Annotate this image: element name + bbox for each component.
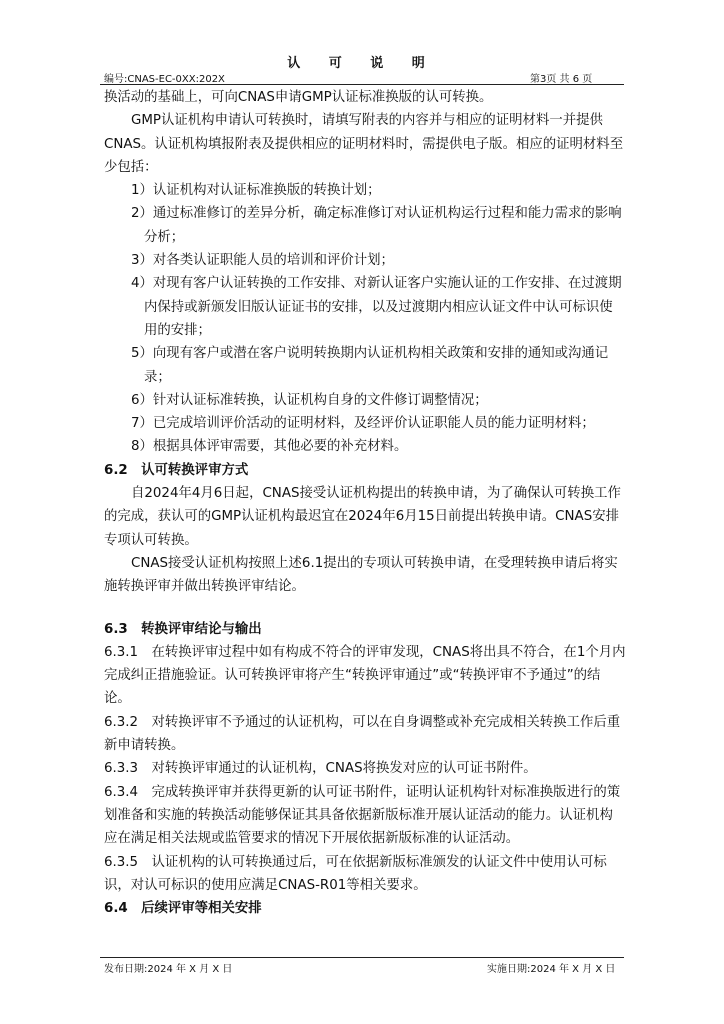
list-item: 3）对各类认证职能人员的培训和评价计划；: [131, 253, 394, 269]
list-item: 2）通过标准修订的差异分析，确定标准修订对认证机构运行过程和能力需求的影响分析；: [131, 206, 622, 245]
page-info: 第3页 共 6 页: [530, 74, 593, 85]
paragraph-6-3-2: 6.3.2 对转换评审不予通过的认证机构，可以在自身调整或补充完成相关转换工作后重新申请转换。: [104, 714, 621, 754]
list-item: 8）根据具体评审需要，其他必要的补充材料。: [131, 439, 408, 455]
publish-date: 发布日期:2024 年 X 月 X 日: [104, 964, 233, 975]
paragraph-6-2-a: 自2024年4月6日起，CNAS接受认证机构提出的转换申请，为了确保认可转换工作的完成，获认可的GMP认证机构最迟宜在2024年6月15日前提出转换申请。CNAS安排专项认可转换。: [104, 486, 621, 548]
paragraph-continuation: 换活动的基础上，可向CNAS申请GMP认证标准换版的认可转换。: [104, 90, 493, 105]
paragraph-6-3-5: 6.3.5 认证机构的认可转换通过后，可在依据新版标准颁发的认证文件中使用认可标识，对认可标识的使用应满足CNAS-R01等相关要求。: [104, 854, 607, 893]
paragraph-6-3-4: 6.3.4 完成转换评审并获得更新的认可证书附件，证明认证机构针对标准换版进行的策划准备和实施的转换活动能够保证其具备依据新版标准开展认证活动的能力。认证机构应在满足相关法规或监管要求的情况下开展依据新版标准的认证活动。: [104, 784, 621, 847]
paragraph-6-2-b: CNAS接受认证机构按照上述6.1提出的专项认可转换申请，在受理转换申请后将实施转换评审并做出转换评审结论。: [104, 555, 618, 595]
paragraph-application-intro: GMP认证机构申请认可转换时，请填写附表的内容并与相应的证明材料一并提供CNAS。认证机构填报附表及提供相应的证明材料时，需提供电子版。相应的证明材料至少包括：: [104, 113, 624, 175]
list-item: 1）认证机构对认证标准换版的转换计划；: [131, 183, 381, 199]
footer-divider: [100, 957, 624, 958]
spacer: [104, 599, 626, 618]
list-item: 7）已完成培训评价活动的证明材料，及经评价认证职能人员的能力证明材料；: [131, 416, 595, 432]
document-number: 编号:CNAS-EC-0XX:202X: [104, 74, 225, 85]
paragraph-6-3-3: 6.3.3 对转换评审通过的认证机构，CNAS将换发对应的认可证书附件。: [104, 761, 537, 777]
paragraph-6-3-1: 6.3.1 在转换评审过程中如有构成不符合的评审发现，CNAS将出具不符合，在1个月内完成纠正措施验证。认可转换评审将产生“转换评审通过”或“转换评审不予通过”的结论。: [104, 644, 626, 707]
list-item: 5）向现有客户或潜在客户说明转换期内认证机构相关政策和安排的通知或沟通记录；: [131, 346, 609, 385]
document-body: [104, 86, 626, 920]
section-heading-6-2: 6.2 认可转换评审方式: [104, 462, 249, 478]
document-title: 认 可 说 明: [287, 56, 437, 71]
list-item: 6）针对认证标准转换，认证机构自身的文件修订调整情况；: [131, 392, 488, 408]
section-heading-6-3: 6.3 转换评审结论与输出: [104, 621, 262, 637]
effective-date: 实施日期:2024 年 X 月 X 日: [487, 964, 616, 975]
list-item: 4）对现有客户认证转换的工作安排、对新认证客户实施认证的工作安排、在过渡期内保持或新颁发旧版认证证书的安排，以及过渡期内相应认证文件中认可标识使用的安排；: [131, 276, 622, 338]
header-divider: [100, 84, 624, 85]
section-heading-6-4: 6.4 后续评审等相关安排: [104, 901, 262, 917]
